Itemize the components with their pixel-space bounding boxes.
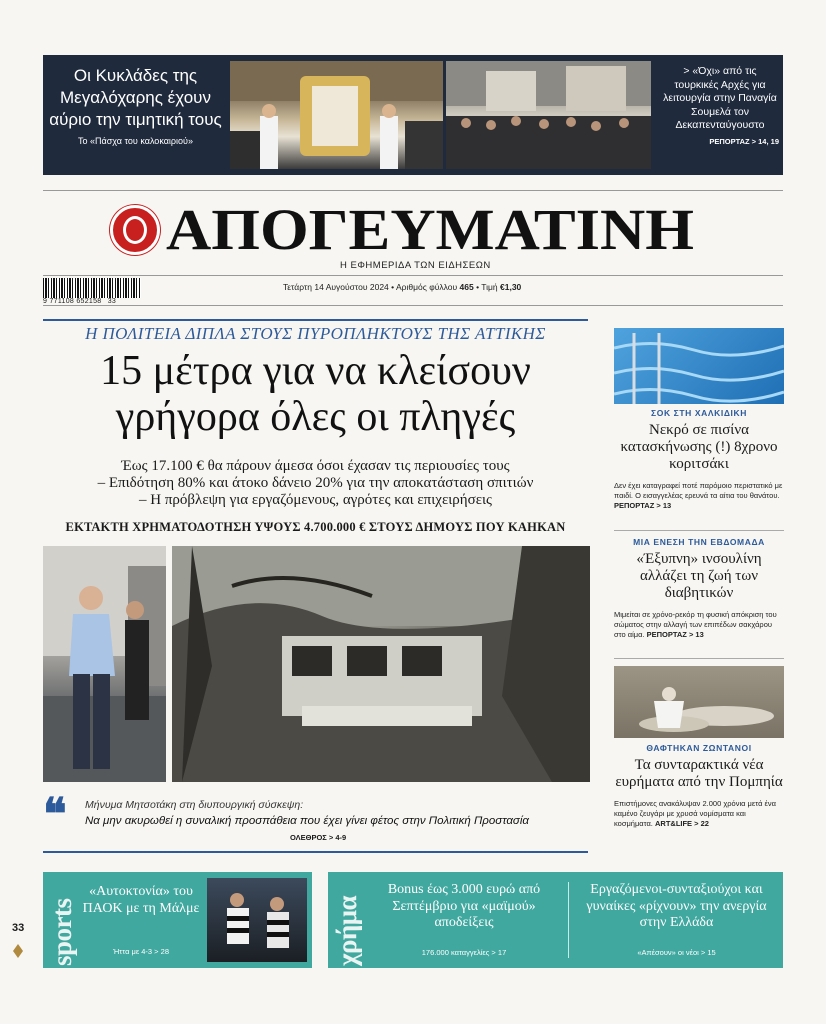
- sidebar-body: Επιστήμονες ανακάλυψαν 2.000 χρόνια μετά ένα καμένο ζευγάρι με χρυσά νομίσματα και κοσμήματα. ART&LIFE > 22: [614, 799, 776, 828]
- quote-lead: Μήνυμα Μητσοτάκη στη διυπουργική σύσκεψη:: [85, 799, 304, 811]
- work-sub: «Απέσουν» οι νέοι > 15: [637, 948, 716, 957]
- pool-photo: [614, 328, 784, 404]
- main-kicker: Η ΠΟΛΙΤΕΙΑ ΔΙΠΛΑ ΣΤΟΥΣ ΠΥΡΟΠΛΗΚΤΟΥΣ ΤΗΣ ΑΤΤΙΚΗΣ: [85, 324, 546, 343]
- top-banner: [43, 55, 783, 175]
- sidebar-kicker: ΜΙΑ ΕΝΕΣΗ ΤΗΝ ΕΒΔΟΜΑΔΑ: [633, 537, 765, 547]
- issue-number: 465: [459, 282, 474, 292]
- masthead-tagline: Η ΕΦΗΜΕΡΙΔΑ ΤΩΝ ΕΙΔΗΣΕΩΝ: [340, 260, 491, 271]
- pompeii-photo: [614, 666, 784, 738]
- main-strap: ΕΚΤΑΚΤΗ ΧΡΗΜΑΤΟΔΟΤΗΣΗ ΥΨΟΥΣ 4.700.000 € ΣΤΟΥΣ ΔΗΜΟΥΣ ΠΟΥ ΚΑΗΚΑΝ: [65, 520, 566, 534]
- main-headline-line1: 15 μέτρα για να κλείσουν: [100, 348, 531, 394]
- sidebar-headline: «Έξυπνη» ινσουλίνη αλλάζει τη ζωή των διαβητικών: [636, 551, 762, 601]
- sports-sub: Ήττα με 4-3 > 28: [112, 947, 169, 956]
- barcode-number: 9 771108 652158 33: [43, 298, 117, 305]
- sidebar-headline: Νεκρό σε πισίνα κατασκήνωσης (!) 8χρονο κοριτσάκι: [620, 422, 778, 472]
- sidebar-body: Μιμείται σε χρόνο-ρεκόρ τη φυσική απόκριση του σώματος στην αλλαγή των επιπέδων σακχάρου στο αίμα. ΡΕΠΟΡΤΑΖ > 13: [614, 610, 777, 639]
- main-headline[interactable]: [43, 348, 588, 440]
- banner-right-ref: ΡΕΠΟΡΤΑΖ > 14, 19: [709, 136, 779, 146]
- main-subheads: [43, 458, 588, 509]
- football-photo: [207, 878, 307, 962]
- money-box: [328, 872, 783, 968]
- work-headline[interactable]: Εργαζόμενοι-συνταξιούχοι και γυναίκες «ρίχνουν» την ανεργία στην Ελλάδα: [586, 882, 767, 930]
- page-number: 33: [12, 922, 25, 934]
- sports-headline: «Αυτοκτονία» του ΠΑΟΚ με τη Μάλμε: [82, 884, 200, 916]
- procession-photo: [230, 61, 443, 169]
- quote-ref[interactable]: ΟΛΕΘΡΟΣ > 4-9: [290, 833, 347, 842]
- money-headline[interactable]: Bonus έως 3.000 ευρώ από Σεπτέμβριο για «μαϊμού» αποδείξεις: [387, 882, 541, 930]
- divider: [568, 882, 569, 958]
- price: €1,30: [500, 282, 522, 292]
- subhead-line: – Η πρόβλεψη για εργαζόμενους, αγρότες και επιχειρήσεις: [139, 492, 492, 508]
- divider: [614, 658, 784, 659]
- banner-left-story[interactable]: [43, 55, 228, 175]
- money-sub: 176.000 καταγγελίες > 17: [421, 948, 507, 957]
- money-section-label: χρήμα: [332, 895, 362, 966]
- divider: [614, 530, 784, 531]
- sidebar-body: Δεν έχει καταγραφεί ποτέ παρόμοιο περιστατικό με παιδί. Ο εισαγγελέας ερευνά τα αίτια του θανάτου. ΡΕΠΟΡΤΑΖ > 13: [614, 481, 783, 510]
- barcode-issue: 33: [107, 298, 117, 305]
- prime-minister-photo: [43, 546, 166, 782]
- issue-label: Αριθμός φύλλου: [396, 282, 458, 292]
- masthead-title[interactable]: ΑΠΟΓΕΥΜΑΤΙΝΗ: [166, 197, 694, 262]
- main-top-rule: [43, 319, 588, 321]
- issue-date: Τετάρτη 14 Αυγούστου 2024: [283, 282, 389, 292]
- sidebar-kicker: ΣΟΚ ΣΤΗ ΧΑΛΚΙΔΙΚΗ: [651, 408, 747, 418]
- dateline: Τετάρτη 14 Αυγούστου 2024 • Αριθμός φύλλου 465 • Τιμή €1,30: [283, 282, 522, 292]
- banner-left-sub: Το «Πάσχα του καλοκαιριού»: [78, 136, 193, 146]
- banner-left-headline: Οι Κυκλάδες της Μεγαλόχαρης έχουν αύριο την τιμητική τους: [49, 66, 222, 129]
- sports-section-label: sports: [47, 898, 77, 966]
- banner-right-story[interactable]: [661, 65, 779, 148]
- newspaper-logo-icon: [110, 205, 160, 255]
- banner-right-headline: > «Όχι» από τις τουρκικές Αρχές για λειτουργία στην Παναγία Σουμελά τον Δεκαπενταύγουστο: [663, 65, 777, 131]
- burned-house-photo: [172, 546, 590, 782]
- sidebar-story-1[interactable]: [614, 408, 784, 511]
- sidebar-kicker: ΘΑΦΤΗΚΑΝ ΖΩΝΤΑΝΟΙ: [646, 743, 752, 753]
- price-label: Τιμή: [481, 282, 498, 292]
- sidebar-ref: ΡΕΠΟΡΤΑΖ > 13: [614, 501, 672, 510]
- quote-icon: ❝: [43, 790, 67, 839]
- barcode-icon: [43, 278, 141, 298]
- sidebar-ref: ART&LIFE > 22: [654, 819, 709, 828]
- sidebar-story-3[interactable]: [614, 743, 784, 829]
- diamond-icon: [13, 944, 23, 958]
- quote-text: Να μην ακυρωθεί η συναλική προσπάθεια που έχει γίνει φέτος στην Πολιτική Προστασία: [85, 815, 529, 827]
- divider: [43, 305, 783, 306]
- main-bottom-rule: [43, 851, 588, 853]
- divider: [43, 190, 783, 191]
- monastery-crowd-photo: [446, 61, 651, 169]
- sidebar-story-2[interactable]: [614, 537, 784, 640]
- sidebar-headline: Τα συνταρακτικά νέα ευρήματα από την Πομπηία: [615, 757, 783, 790]
- main-headline-line2: γρήγορα όλες οι πληγές: [115, 394, 516, 440]
- sports-box[interactable]: [43, 872, 312, 968]
- sidebar-ref: ΡΕΠΟΡΤΑΖ > 13: [646, 630, 704, 639]
- divider: [43, 275, 783, 276]
- subhead-line: Έως 17.100 € θα πάρουν άμεσα όσοι έχασαν τις περιουσίες τους: [121, 458, 510, 474]
- subhead-line: – Επιδότηση 80% και άτοκο δάνειο 20% για την αποκατάσταση σπιτιών: [97, 475, 534, 491]
